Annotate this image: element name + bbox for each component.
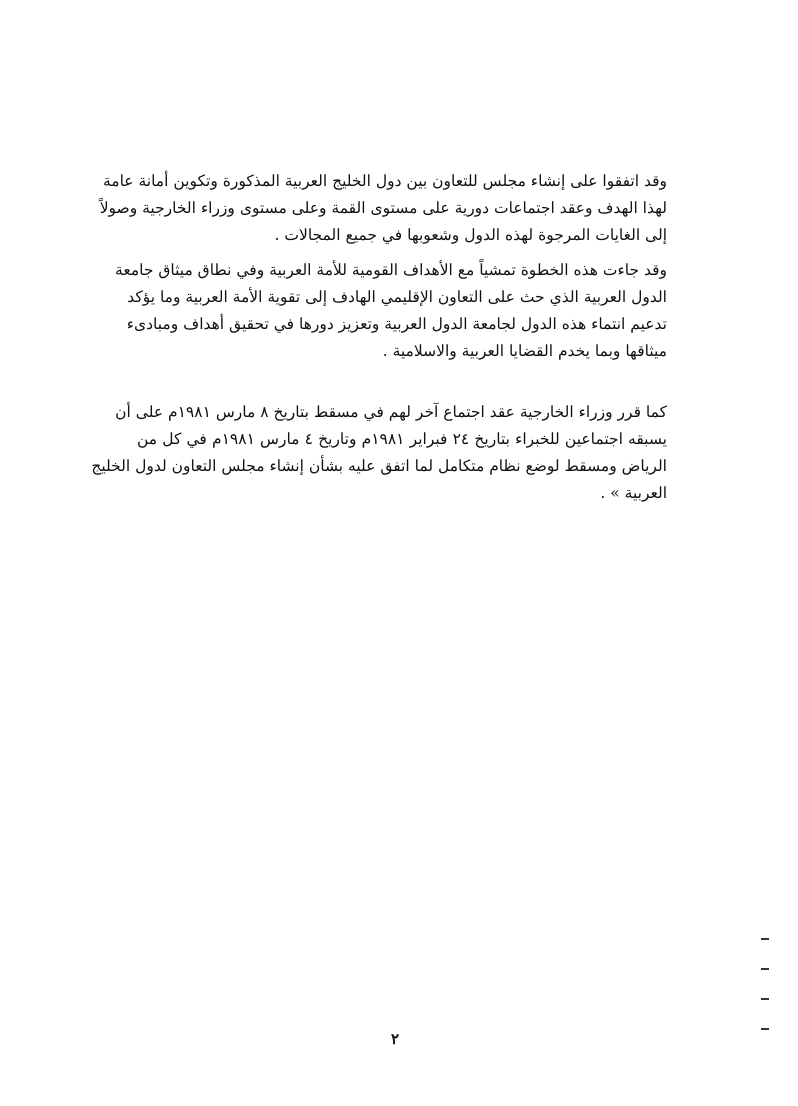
text-line: يسبقه اجتماعين للخبراء بتاريخ ٢٤ فبراير ١٩٨١م وتاريخ ٤ مارس ١٩٨١م في كل من xyxy=(137,430,667,448)
margin-mark xyxy=(761,938,769,940)
paragraph-3 xyxy=(91,399,667,507)
margin-mark xyxy=(761,998,769,1000)
text-line: لهذا الهدف وعقد اجتماعات دورية على مستوى القمة وعلى مستوى وزراء الخارجية وصولاً xyxy=(99,199,667,217)
text-line: العربية » . xyxy=(600,484,667,502)
paragraph-1 xyxy=(99,168,667,249)
text-line: وقد جاءت هذه الخطوة تمشياً مع الأهداف القومية للأمة العربية وفي نطاق ميثاق جامعة xyxy=(115,261,667,279)
text-line: وقد اتفقوا على إنشاء مجلس للتعاون بين دول الخليج العربية المذكورة وتكوين أمانة عامة xyxy=(102,172,667,190)
text-line: الرياض ومسقط لوضع نظام متكامل لما اتفق عليه بشأن إنشاء مجلس التعاون لدول الخليج xyxy=(91,457,667,475)
margin-mark xyxy=(761,968,769,970)
text-line: ميثاقها وبما يخدم القضايا العربية والاسلامية . xyxy=(382,342,667,360)
text-line: كما قرر وزراء الخارجية عقد اجتماع آخر لهم في مسقط بتاريخ ٨ مارس ١٩٨١م على أن xyxy=(115,403,667,421)
paragraph-2 xyxy=(115,257,667,365)
text-line: إلى الغايات المرجوة لهذه الدول وشعوبها في جميع المجالات . xyxy=(274,226,667,244)
text-line: الدول العربية الذي حث على التعاون الإقليمي الهادف إلى تقوية الأمة العربية وما يؤكد xyxy=(127,288,667,306)
text-line: تدعيم انتماء هذه الدول لجامعة الدول العربية وتعزيز دورها في تحقيق أهداف ومبادىء xyxy=(126,315,667,333)
page-number: ٢ xyxy=(390,1030,400,1048)
margin-mark xyxy=(761,1028,769,1030)
